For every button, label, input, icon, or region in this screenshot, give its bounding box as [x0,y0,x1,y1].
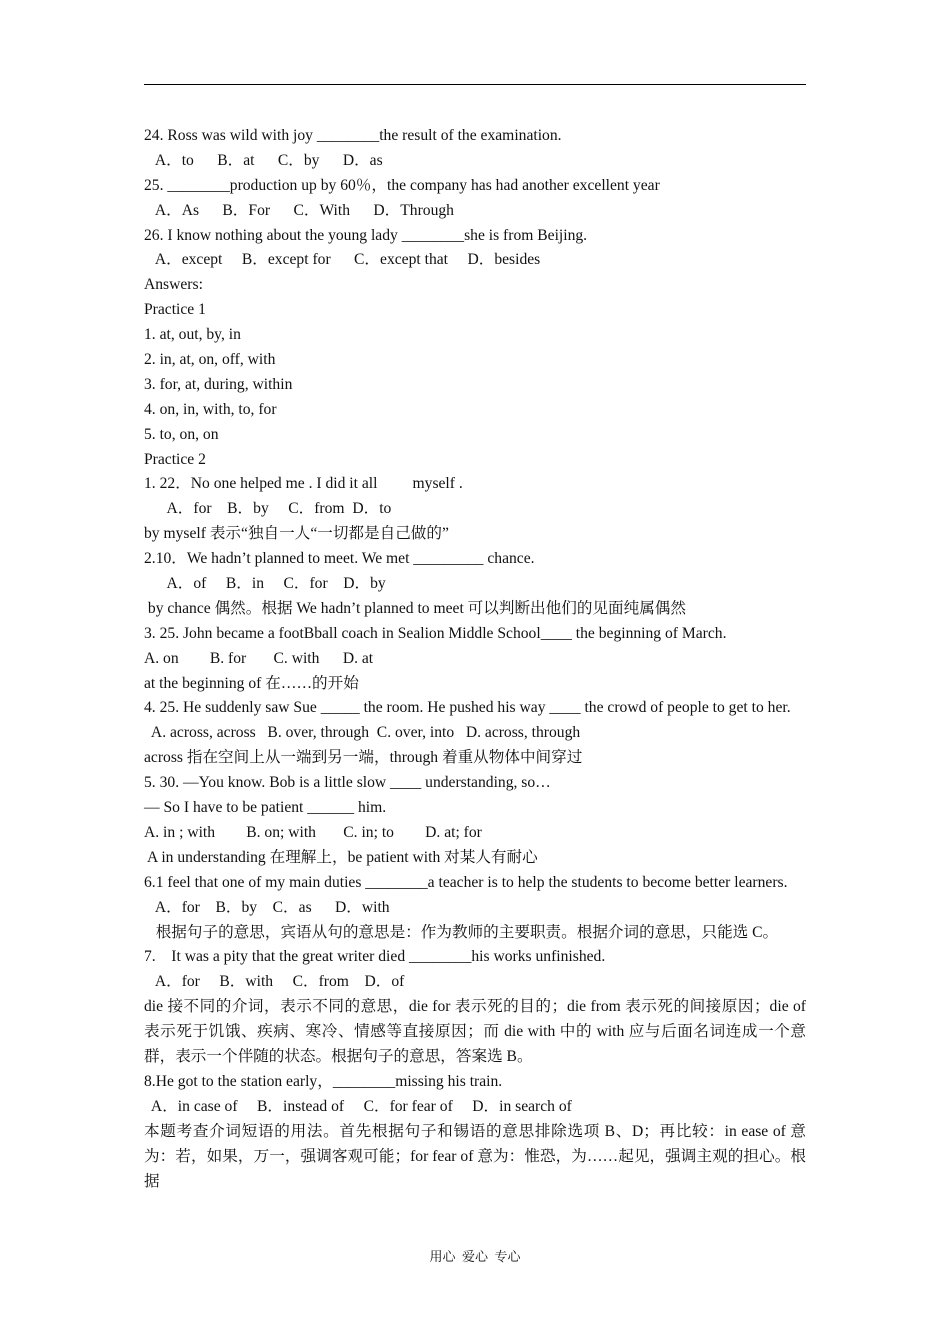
practice-1-heading: Practice 1 [144,301,206,319]
practice-2-options: A. on B. for C. with D. at [144,649,374,667]
page-footer: 用心 爱心 专心 [429,1249,521,1264]
practice-2-heading: Practice 2 [144,450,206,468]
practice-2-explanation: at the beginning of 在……的开始 [144,674,359,692]
practice-2-explanation: die 接不同的介词，表示不同的意思，die for 表示死的目的；die from 表示死的间接原因；die of 表示死于饥饿、疾病、寒冷、情感等直接原因；而 die with 中的 with 应与后面名词连成一个意群，表示一个伴随的状态。根据句子的意思，答案选 B。 [144,998,806,1066]
practice-2-options: A．for B．by C．as D．with [144,898,390,916]
practice-2-explanation: by chance 偶然。根据 We hadn’t planned to meet 可以判断出他们的见面纯属偶然 [144,599,686,617]
practice-2-question: 3. 25. John became a footBball coach in Sealion Middle School____ the beginning of March. [144,624,727,642]
practice-2-options: A. in ; with B. on; with C. in; to D. at; for [144,823,482,841]
practice-2-options: A．in case of B．instead of C．for fear of D．in search of [144,1097,572,1115]
practice-2-question: 1. 22．No one helped me . I did it all myself . [144,475,463,493]
question-25: 25. ________production up by 60％，the company has had another excellent year [144,176,660,194]
practice-2-explanation: across 指在空间上从一端到另一端，through 着重从物体中间穿过 [144,749,583,767]
practice-2-question: — So I have to be patient ______ him. [144,799,387,817]
practice-2-question: 6.1 feel that one of my main duties ________a teacher is to help the students to become better learners. [144,873,788,891]
practice-2-question: 8.He got to the station early，________missing his train. [144,1072,503,1090]
practice-2-options: A. across, across B. over, through C. over, into D. across, through [144,724,581,742]
practice-2-options: A．for B．by C．from D．to [144,500,392,518]
question-24: 24. Ross was wild with joy ________the result of the examination. [144,127,562,144]
practice-2-explanation: by myself 表示“独自一人“一切都是自己做的” [144,525,449,543]
practice-2-explanation: 根据句子的意思，宾语从句的意思是：作为教师的主要职责。根据介词的意思，只能选 C。 [144,923,779,941]
question-24-options: A．to B．at C．by D．as [144,151,383,169]
practice-1-answer: 4. on, in, with, to, for [144,400,277,418]
practice-2-question: 4. 25. He suddenly saw Sue _____ the room. He pushed his way ____ the crowd of people to get to her. [144,699,791,717]
document-body [144,124,806,1194]
practice-1-answer: 3. for, at, during, within [144,375,293,393]
practice-1-answer: 2. in, at, on, off, with [144,351,276,369]
practice-2-question: 2.10．We hadn’t planned to meet. We met _________ chance. [144,550,535,568]
practice-2-explanation: A in understanding 在理解上，be patient with 对某人有耐心 [144,848,538,866]
practice-1-answer: 5. to, on, on [144,425,219,443]
practice-2-question: 7. It was a pity that the great writer died ________his works unfinished. [144,948,606,966]
answers-heading: Answers: [144,276,203,294]
question-26-options: A．except B．except for C．except that D．besides [144,251,541,269]
practice-1-answer: 1. at, out, by, in [144,326,241,344]
practice-2-options: A．for B．with C．from D．of [144,973,405,991]
practice-2-explanation: 本题考查介词短语的用法。首先根据句子和锡语的意思排除选项 B、D；再比较：in ease of 意为：若，如果，万一，强调客观可能；for fear of 意为：惟恐，为……起见，强调主观的担心。根据 [144,1122,806,1190]
question-26: 26. I know nothing about the young lady ________she is from Beijing. [144,226,588,244]
header-rule [144,84,806,85]
practice-2-question: 5. 30. —You know. Bob is a little slow ____ understanding, so… [144,774,551,792]
question-25-options: A．As B．For C．With D．Through [144,201,454,219]
practice-2-options: A．of B．in C．for D．by [144,575,386,593]
